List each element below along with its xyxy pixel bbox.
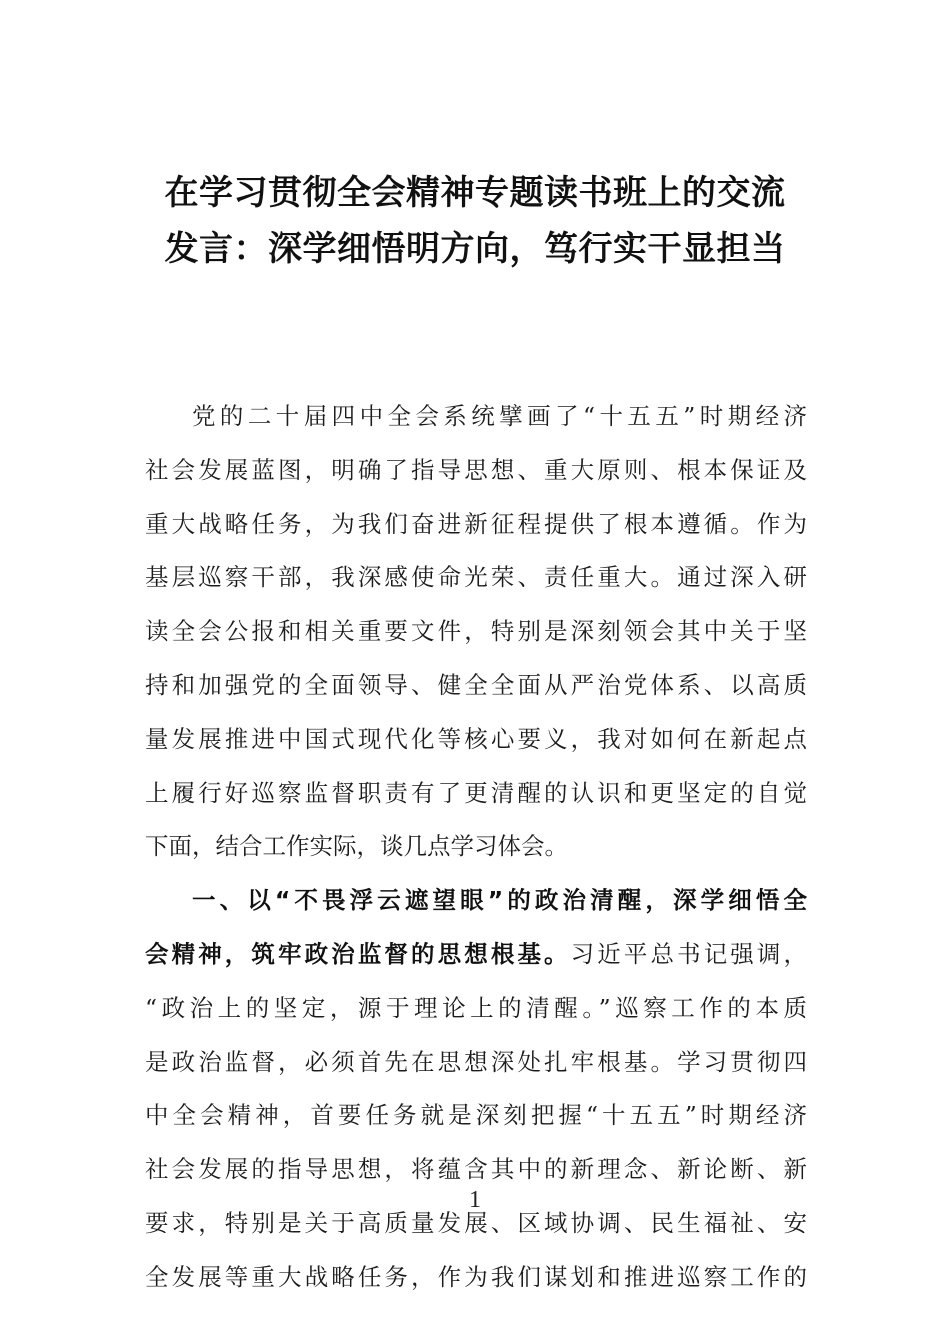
section-1-line: 中全会精神，首要任务就是深刻把握“十五五”时期经济 xyxy=(145,1101,807,1130)
paragraph-1-line: 社会发展蓝图，明确了指导思想、重大原则、根本保证及 xyxy=(145,455,807,484)
paragraph-1-line: 读全会公报和相关重要文件，特别是深刻领会其中关于坚 xyxy=(145,617,807,646)
section-1-heading-line xyxy=(145,874,807,928)
section-1-line: 是政治监督，必须首先在思想深处扎牢根基。学习贯彻四 xyxy=(145,1047,807,1076)
page-number: 1 xyxy=(469,1187,481,1213)
section-1-line: 全发展等重大战略任务，作为我们谋划和推进巡察工作的 xyxy=(145,1262,807,1291)
section-1-line: 社会发展的指导思想，将蕴含其中的新理念、新论断、新 xyxy=(145,1155,807,1184)
title-line-2: 发言：深学细悟明方向，笃行实干显担当 xyxy=(164,229,786,269)
title-line-1: 在学习贯彻全会精神专题读书班上的交流 xyxy=(164,173,786,213)
paragraph-1-line: 重大战略任务，为我们奋进新征程提供了根本遵循。作为 xyxy=(145,509,807,538)
paragraph-1-line: 持和加强党的全面领导、健全全面从严治党体系、以高质 xyxy=(145,670,807,699)
document-title xyxy=(100,165,850,277)
section-1-line-2-rest: 习近平总书记强调， xyxy=(570,939,808,968)
document-body xyxy=(145,390,807,1305)
section-1-line: 要求，特别是关于高质量发展、区域协调、民生福祉、安 xyxy=(145,1208,807,1237)
paragraph-1-line: 基层巡察干部，我深感使命光荣、责任重大。通过深入研 xyxy=(145,563,807,592)
section-1-heading-part-1: 一、以“不畏浮云遮望眼”的政治清醒，深学细悟全 xyxy=(192,886,807,915)
section-1-line: “政治上的坚定，源于理论上的清醒。”巡察工作的本质 xyxy=(145,993,807,1022)
paragraph-1-line: 下面，结合工作实际，谈几点学习体会。 xyxy=(145,832,568,861)
section-1-heading-part-2: 会精神，筑牢政治监督的思想根基。 xyxy=(145,939,571,968)
paragraph-1-line: 党的二十届四中全会系统擘画了“十五五”时期经济 xyxy=(192,402,807,430)
paragraph-1-line: 上履行好巡察监督职责有了更清醒的认识和更坚定的自觉 xyxy=(145,778,807,807)
paragraph-1-line: 量发展推进中国式现代化等核心要义，我对如何在新起点 xyxy=(145,724,807,753)
section-1-line xyxy=(145,928,807,982)
